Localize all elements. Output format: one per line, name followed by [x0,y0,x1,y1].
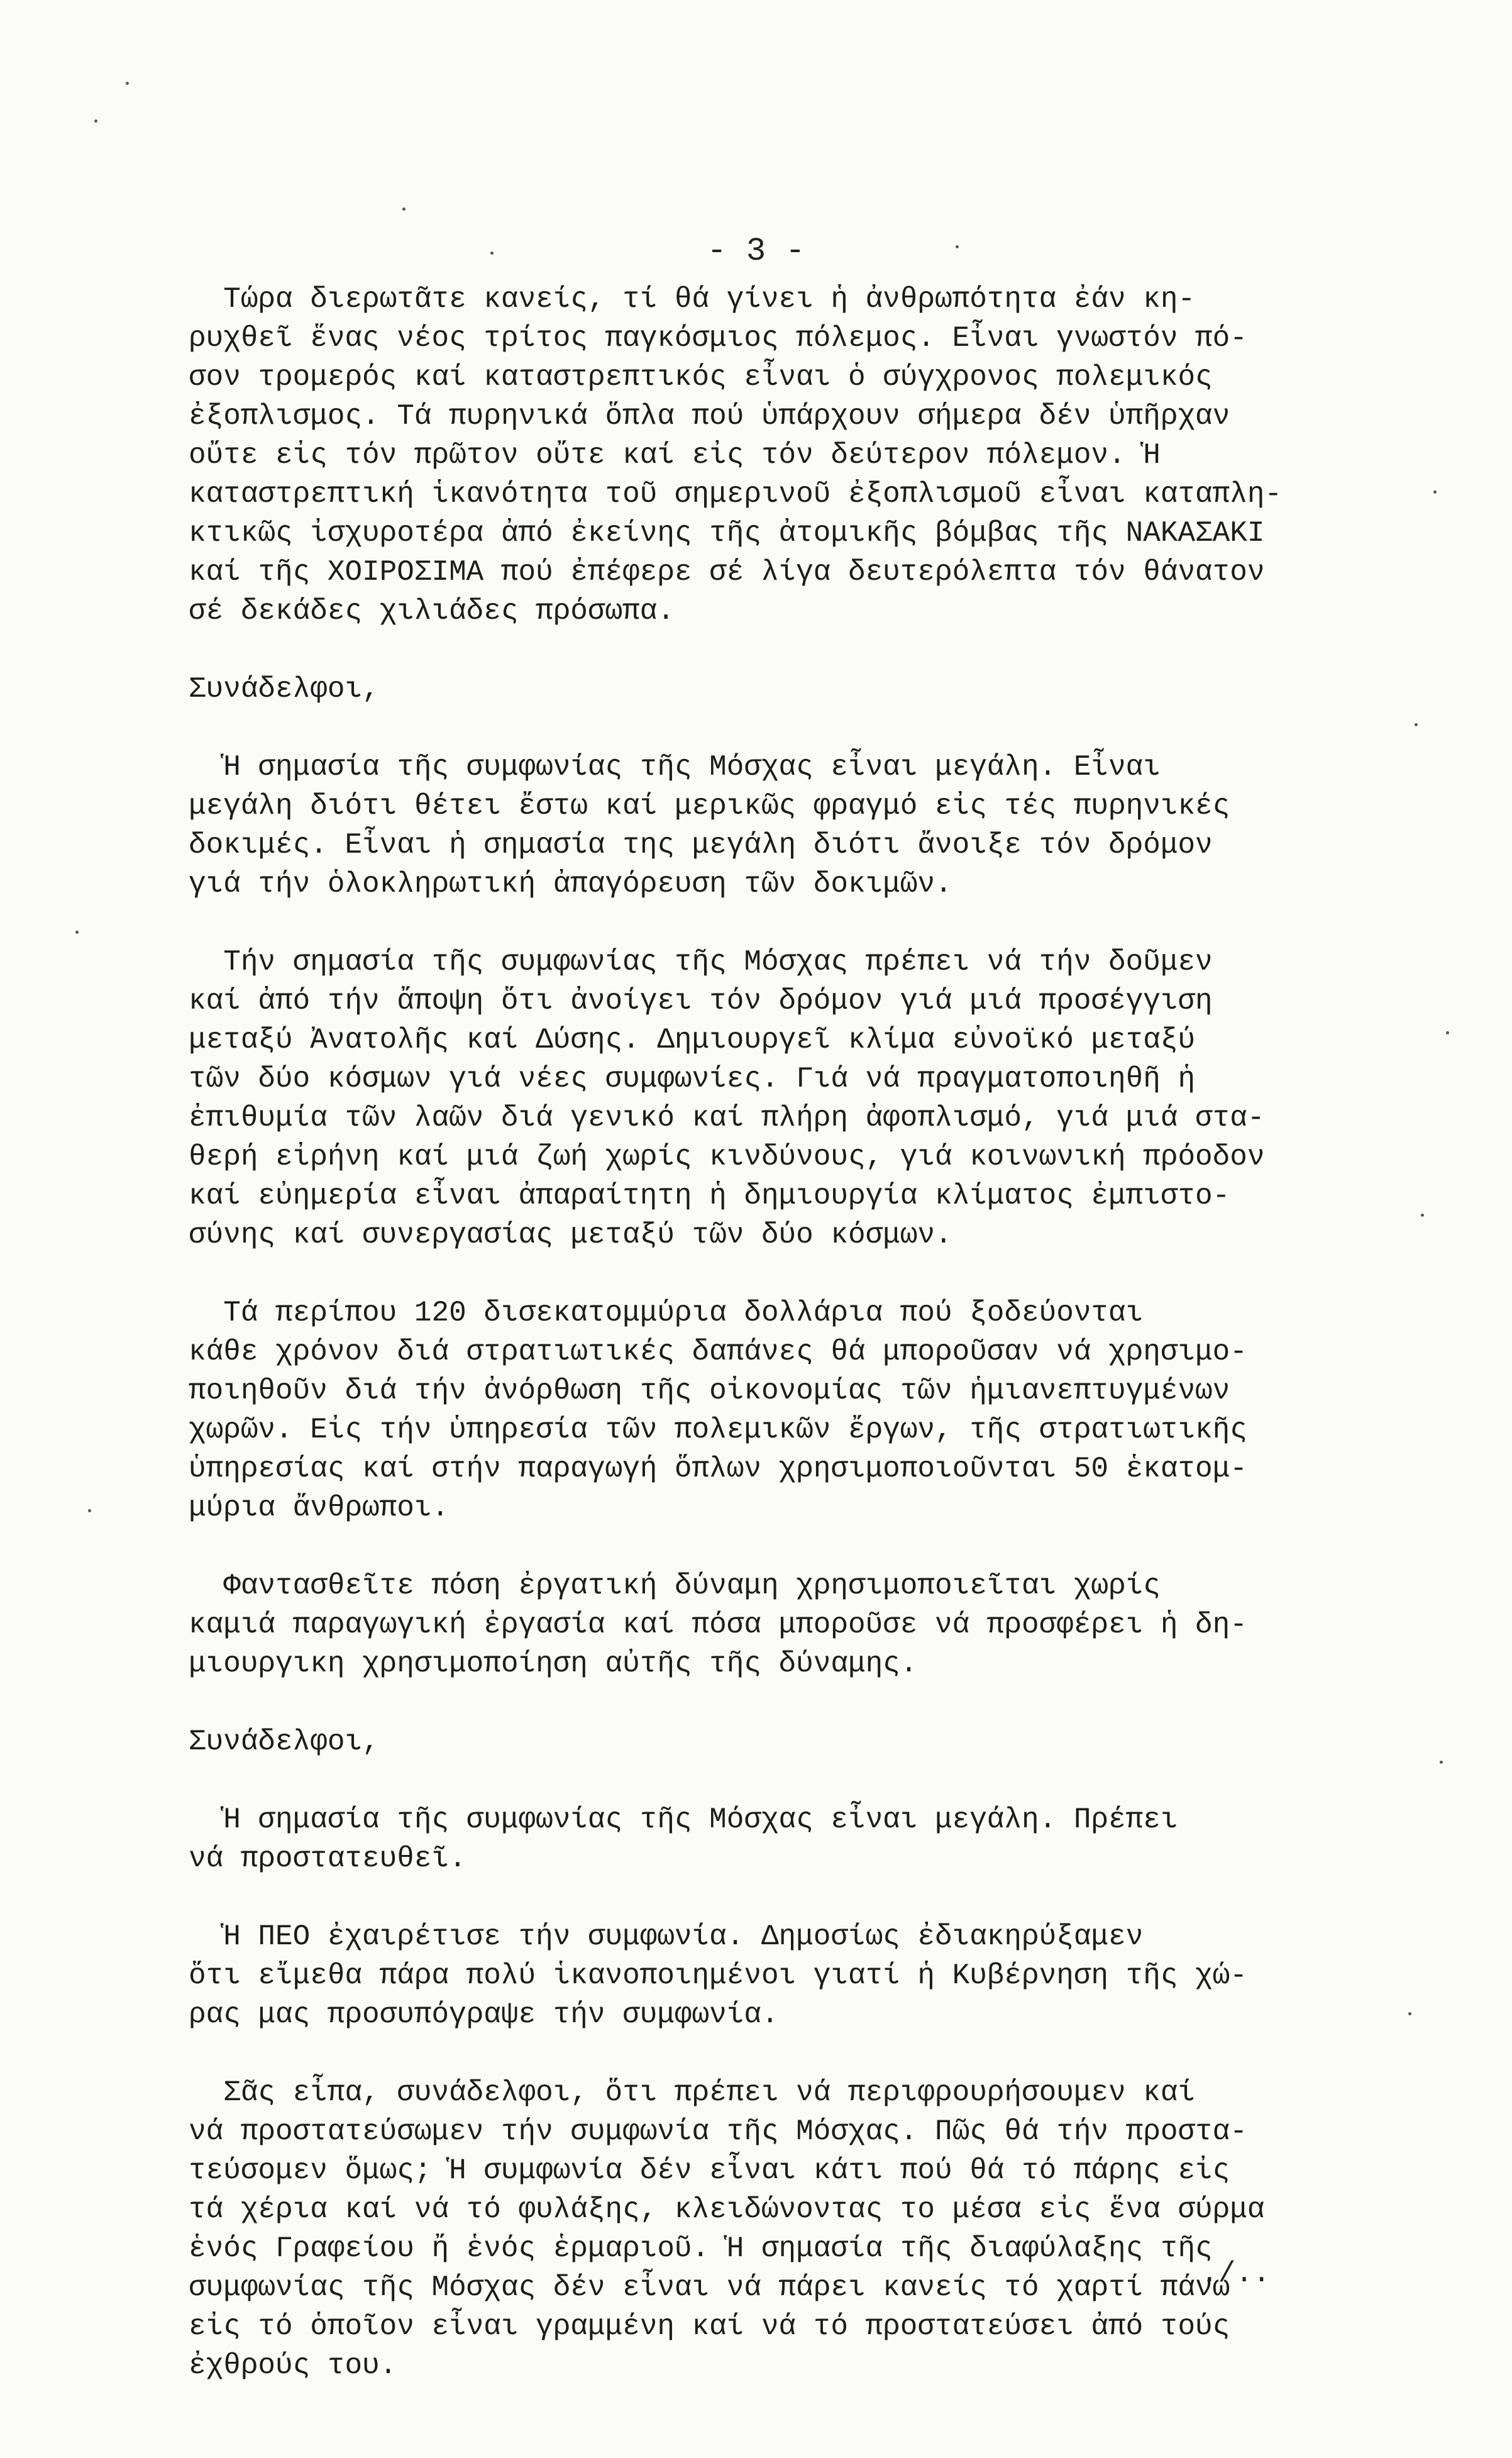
text-line: Τά περίπου 120 δισεκατομμύρια δολλάρια πού ξοδεύονται [189,1297,1144,1329]
speck [75,931,79,934]
text-line: ρυχθεῖ ἕνας νέος τρίτος παγκόσμιος πόλεμος. Εἶναι γνωστόν πό- [189,322,1247,355]
text-line: Ἡ σημασία τῆς συμφωνίας τῆς Μόσχας εἶναι μεγάλη. Πρέπει [189,1803,1178,1836]
speck [490,252,494,255]
text-line: εἰς τό ὁποῖον εἶναι γραμμένη καί νά τό προστατεύσει ἀπό τούς [189,2310,1230,2343]
text-line: καί εὐημερία εἶναι ἀπαραίτητη ἡ δημιουργία κλίματος ἐμπιστο- [189,1180,1230,1212]
continuation-mark: ./.. [1201,2257,1271,2290]
text-line: δοκιμές. Εἶναι ἡ σημασία της μεγάλη διότι ἄνοιξε τόν δρόμον [189,829,1213,861]
text-line: σύνης καί συνεργασίας μεταξύ τῶν δύο κόσμων. [189,1219,952,1251]
speck [1446,1031,1449,1034]
text-line: χωρῶν. Εἰς τήν ὑπηρεσία τῶν πολεμικῶν ἔργων, τῆς στρατιωτικῆς [189,1414,1247,1446]
document-body [189,280,1383,2424]
text-line: ἐχθρούς του. [189,2349,397,2382]
text-line: καμιά παραγωγική ἐργασία καί πόσα μποροῦσε νά προσφέρει ἡ δη- [189,1608,1247,1641]
text-line: οὔτε εἰς τόν πρῶτον οὔτε καί εἰς τόν δεύτερον πόλεμον. Ἡ [189,439,1161,472]
text-line: νά προστατεύσωμεν τήν συμφωνία τῆς Μόσχας. Πῶς θά τήν προστα- [189,2115,1247,2148]
text-line: τά χέρια καί νά τό φυλάξης, κλειδώνοντας το μέσα εἰς ἕνα σύρμα [189,2193,1265,2226]
text-line: Συνάδελφοι, [189,673,380,706]
text-line: μιουργικη χρησιμοποίηση αὐτῆς τῆς δύναμης. [189,1647,918,1680]
speck [1440,1761,1443,1764]
text-line: τῶν δύο κόσμων γιά νέες συμφωνίες. Γιά νά πραγματοποιηθῆ ἡ [189,1063,1196,1095]
text-line: ὅτι εἴμεθα πάρα πολύ ἱκανοποιημένοι γιατί ἡ Κυβέρνηση τῆς χώ- [189,1959,1247,1992]
text-line: Τώρα διερωτᾶτε κανείς, τί θά γίνει ἡ ἀνθρωπότητα ἐάν κη- [189,283,1196,316]
speck [88,1509,91,1512]
speck [126,82,129,85]
text-line: Φαντασθεῖτε πόση ἐργατική δύναμη χρησιμοποιεῖται χωρίς [189,1569,1161,1602]
text-line: νά προστατευθεῖ. [189,1842,466,1875]
text-line: κάθε χρόνον διά στρατιωτικές δαπάνες θά μποροῦσαν νά χρησιμο- [189,1336,1247,1368]
paragraph [189,1917,1383,2034]
text-line: γιά τήν ὁλοκληρωτική ἀπαγόρευση τῶν δοκιμῶν. [189,868,952,900]
text-line: Ἡ σημασία τῆς συμφωνίας τῆς Μόσχας εἶναι μεγάλη. Εἶναι [189,751,1161,783]
text-line: καταστρεπτική ἱκανότητα τοῦ σημερινοῦ ἐξοπλισμοῦ εἶναι καταπλη- [189,478,1283,511]
text-line: ἐπιθυμία τῶν λαῶν διά γενικό καί πλήρη ἀφοπλισμό, γιά μιά στα- [189,1102,1265,1134]
paragraph [189,748,1383,904]
speck [1433,490,1437,494]
text-line: καί ἀπό τήν ἄποψη ὅτι ἀνοίγει τόν δρόμον γιά μιά προσέγγιση [189,985,1213,1017]
paragraph [189,280,1383,631]
text-line: θερή εἰρήνη καί μιά ζωή χωρίς κινδύνους, γιά κοινωνική πρόοδον [189,1141,1265,1173]
text-line: σέ δεκάδες χιλιάδες πρόσωπα. [189,595,675,628]
text-line: καί τῆς ΧΟΙΡΟΣΙΜΑ πού ἐπέφερε σέ λίγα δευτερόλεπτα τόν θάνατον [189,556,1265,589]
speck [94,119,97,123]
text-line: σον τρομερός καί καταστρεπτικός εἶναι ὁ σύγχρονος πολεμικός [189,361,1213,394]
page-number: - 3 - [707,233,805,270]
text-line: Σᾶς εἶπα, συνάδελφοι, ὅτι πρέπει νά περιφρουρήσουμεν καί [189,2076,1196,2109]
text-line: Συνάδελφοι, [189,1725,380,1758]
paragraph [189,1293,1383,1527]
text-line: κτικῶς ἰσχυροτέρα ἀπό ἐκείνης τῆς ἀτομικῆς βόμβας τῆς ΝΑΚΑΣΑΚΙ [189,517,1265,550]
speck [1415,723,1418,726]
text-line: ποιηθοῦν διά τήν ἀνόρθωση τῆς οἰκονομίας τῶν ἡμιανεπτυγμένων [189,1375,1230,1407]
paragraph [189,670,1383,709]
text-line: μύρια ἄνθρωποι. [189,1492,450,1524]
speck [1408,2012,1411,2015]
text-line: ἑνός Γραφείου ἤ ἑνός ἑρμαριοῦ. Ἡ σημασία τῆς διαφύλαξης τῆς [189,2232,1213,2265]
text-line: συμφωνίας τῆς Μόσχας δέν εἶναι νά πάρει κανείς τό χαρτί πάνω [189,2271,1230,2304]
paragraph [189,943,1383,1254]
paragraph [189,1722,1383,1761]
text-line: Ἡ ΠΕΟ ἐχαιρέτισε τήν συμφωνία. Δημοσίως ἐδιακηρύξαμεν [189,1920,1144,1953]
paragraph [189,2073,1383,2385]
speck [402,208,406,211]
text-line: ὑπηρεσίας καί στήν παραγωγή ὅπλων χρησιμοποιοῦνται 50 ἑκατομ- [189,1453,1247,1485]
paragraph [189,1566,1383,1683]
speck [1421,1214,1424,1217]
paragraph [189,1800,1383,1878]
text-line: Τήν σημασία τῆς συμφωνίας τῆς Μόσχας πρέπει νά τήν δοῦμεν [189,946,1213,978]
text-line: ρας μας προσυπόγραψε τήν συμφωνία. [189,1998,779,2031]
text-line: μεγάλη διότι θέτει ἔστω καί μερικῶς φραγμό εἰς τές πυρηνικές [189,790,1230,822]
text-line: μεταξύ Ἀνατολῆς καί Δύσης. Δημιουργεῖ κλίμα εὐνοϊκό μεταξύ [189,1024,1196,1056]
speck [956,245,959,248]
text-line: τεύσομεν ὅμως; Ἡ συμφωνία δέν εἶναι κάτι πού θά τό πάρης εἰς [189,2154,1230,2187]
text-line: ἐξοπλισμος. Τά πυρηνικά ὅπλα πού ὑπάρχουν σήμερα δέν ὑπῆρχαν [189,400,1230,433]
